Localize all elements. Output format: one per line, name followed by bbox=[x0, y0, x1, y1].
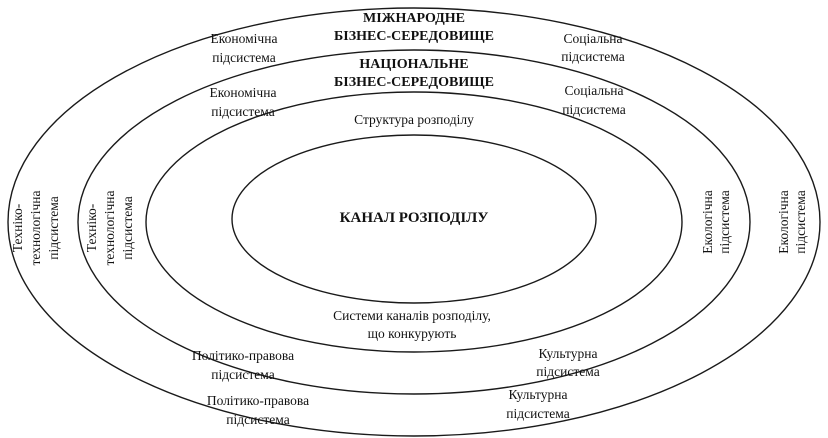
outer-ecological-line2: підсистема bbox=[793, 190, 808, 254]
outer-ecological-subsystem bbox=[776, 190, 808, 253]
outer-techno-line3: підсистема bbox=[46, 196, 61, 260]
national-social-subsystem bbox=[562, 83, 625, 117]
outer-social-line2: підсистема bbox=[561, 49, 625, 64]
outer-social-subsystem bbox=[561, 31, 624, 64]
national-economic-line1: Економічна bbox=[209, 85, 277, 100]
national-economic-subsystem bbox=[210, 85, 277, 119]
distribution-channel-label: КАНАЛ РОЗПОДІЛУ bbox=[339, 210, 489, 226]
outer-economic-line2: підсистема bbox=[212, 50, 276, 65]
outer-techno-line2: технологічна bbox=[28, 190, 43, 266]
national-political-line1: Політико-правова bbox=[191, 348, 295, 363]
distribution-structure-label: Структура розподілу bbox=[354, 112, 474, 127]
outer-social-line1: Соціальна bbox=[563, 31, 623, 46]
national-techno-line3: підсистема bbox=[120, 196, 135, 260]
outer-cultural-line2: підсистема bbox=[506, 406, 570, 421]
national-techno-subsystem bbox=[84, 190, 135, 265]
international-title-line2: БІЗНЕС-СЕРЕДОВИЩЕ bbox=[334, 29, 494, 44]
national-cultural-subsystem bbox=[536, 346, 599, 379]
national-ecological-subsystem bbox=[700, 190, 732, 253]
national-ecological-line1: Екологічна bbox=[700, 190, 715, 254]
national-ecological-line2: підсистема bbox=[717, 190, 732, 254]
national-economic-line2: підсистема bbox=[211, 104, 275, 119]
national-title-line2: БІЗНЕС-СЕРЕДОВИЩЕ bbox=[334, 75, 494, 90]
outer-economic-subsystem bbox=[211, 31, 278, 65]
national-cultural-line1: Культурна bbox=[538, 346, 598, 361]
national-techno-line1: Техніко- bbox=[84, 203, 99, 253]
outer-economic-line1: Економічна bbox=[210, 31, 278, 46]
outer-techno-line1: Техніко- bbox=[10, 203, 25, 253]
outer-political-line2: підсистема bbox=[226, 412, 290, 427]
international-title-line1: МІЖНАРОДНЕ bbox=[362, 11, 466, 26]
national-environment-title bbox=[334, 57, 494, 90]
outer-cultural-subsystem bbox=[506, 387, 569, 421]
competing-channel-systems bbox=[333, 308, 491, 341]
competing-systems-line1: Системи каналів розподілу, bbox=[333, 308, 491, 323]
national-social-line1: Соціальна bbox=[564, 83, 624, 98]
international-environment-title bbox=[334, 11, 494, 44]
outer-cultural-line1: Культурна bbox=[508, 387, 568, 402]
outer-political-line1: Політико-правова bbox=[206, 393, 310, 408]
national-political-line2: підсистема bbox=[211, 367, 275, 382]
outer-ecological-line1: Екологічна bbox=[776, 190, 791, 254]
national-title-line1: НАЦІОНАЛЬНЕ bbox=[359, 57, 469, 72]
national-cultural-line2: підсистема bbox=[536, 364, 600, 379]
outer-techno-subsystem bbox=[10, 190, 61, 265]
national-political-subsystem bbox=[192, 348, 294, 382]
national-techno-line2: технологічна bbox=[102, 190, 117, 266]
national-social-line2: підсистема bbox=[562, 102, 626, 117]
competing-systems-line2: що конкурують bbox=[367, 326, 457, 341]
